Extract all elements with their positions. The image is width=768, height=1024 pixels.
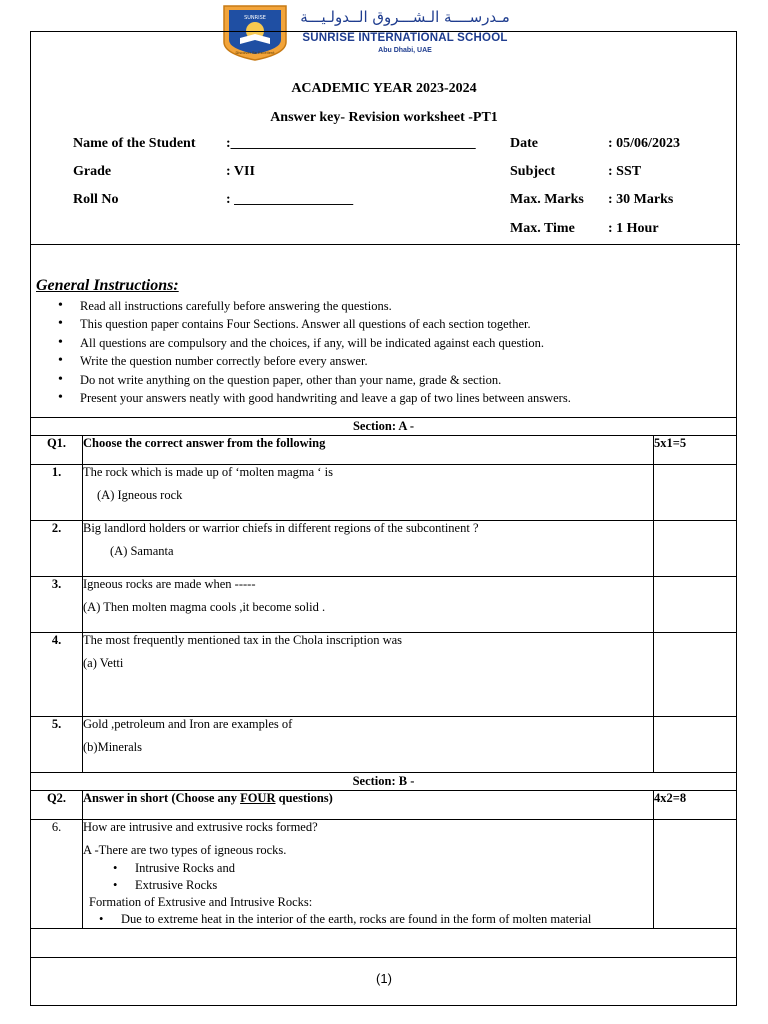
date-label: Date xyxy=(510,136,538,151)
formation-points xyxy=(99,911,653,928)
table-row xyxy=(31,521,737,577)
question-number: 3. xyxy=(31,577,83,633)
question-number: 4. xyxy=(31,633,83,717)
question-number: 2. xyxy=(31,521,83,577)
question-number: 5. xyxy=(31,717,83,773)
question-text: Gold ,petroleum and Iron are examples of xyxy=(83,717,293,731)
table-row xyxy=(31,465,737,521)
instruction-item: • This question paper contains Four Sections. Answer all questions of each section together. xyxy=(58,315,571,333)
question-text: The rock which is made up of ‘molten magma ‘ is xyxy=(83,465,333,479)
q2-text-pre: Answer in short (Choose any xyxy=(83,791,241,805)
question-text: How are intrusive and extrusive rocks formed? xyxy=(83,820,318,834)
answer-text: (A) Igneous rock xyxy=(97,488,183,502)
logo-top-text: SUNRISE xyxy=(244,15,266,21)
school-name: SUNRISE INTERNATIONAL SCHOOL xyxy=(302,32,508,44)
subject-label: Subject xyxy=(510,164,556,179)
answer-intro: A -There are two types of igneous rocks. xyxy=(83,843,287,857)
marks-cell xyxy=(654,521,737,577)
list-item: • Intrusive Rocks and xyxy=(113,860,653,877)
marks-cell xyxy=(654,820,737,929)
instruction-item: • Do not write anything on the question paper, other than your name, grade & section. xyxy=(58,371,571,389)
instruction-item: • Write the question number correctly before every answer. xyxy=(58,352,571,370)
question-text: Big landlord holders or warrior chiefs in different regions of the subcontinent ? xyxy=(83,521,479,535)
formation-heading: Formation of Extrusive and Intrusive Rocks: xyxy=(89,895,313,909)
school-location: Abu Dhabi, UAE xyxy=(378,47,432,54)
section-b-title: Section: B - xyxy=(31,773,737,791)
instruction-item: • Present your answers neatly with good handwriting and leave a gap of two lines between answers. xyxy=(58,389,571,407)
roll-no-field: : _________________ xyxy=(226,192,354,207)
max-marks-value: : 30 Marks xyxy=(608,192,674,207)
answer-text: (A) Samanta xyxy=(110,544,174,558)
instructions-list xyxy=(58,297,571,407)
max-time-value: : 1 Hour xyxy=(608,221,659,236)
q1-text: Choose the correct answer from the following xyxy=(83,436,654,465)
q2-text xyxy=(83,791,654,820)
q2-marks: 4x2=8 xyxy=(654,791,737,820)
document-title: Answer key- Revision worksheet -PT1 xyxy=(270,110,498,125)
grade-label: Grade xyxy=(73,164,112,179)
footer-divider xyxy=(30,957,737,958)
subject-value: : SST xyxy=(608,164,642,179)
answer-text: (a) Vetti xyxy=(83,656,124,670)
instruction-item: • Read all instructions carefully before answering the questions. xyxy=(58,297,571,315)
question-number: 1. xyxy=(31,465,83,521)
list-item: • Due to extreme heat in the interior of the earth, rocks are found in the form of molten material xyxy=(99,911,653,928)
table-row xyxy=(31,633,737,717)
marks-cell xyxy=(654,465,737,521)
marks-cell xyxy=(654,633,737,717)
header-divider xyxy=(30,244,740,245)
grade-value: : VII xyxy=(226,164,255,179)
marks-cell xyxy=(654,717,737,773)
answer-text: (A) Then molten magma cools ,it become solid . xyxy=(83,600,326,614)
question-number: 6. xyxy=(31,820,83,929)
q1-number: Q1. xyxy=(31,436,83,465)
q2-text-post: questions) xyxy=(275,791,333,805)
q2-text-emphasis: FOUR xyxy=(240,791,276,805)
question-text: Igneous rocks are made when ----- xyxy=(83,577,256,591)
questions-table xyxy=(30,417,737,929)
roll-no-label: Roll No xyxy=(73,192,119,207)
table-row xyxy=(31,820,737,929)
school-name-arabic: مـدرســــة الـشـــروق الــدولـيـــة xyxy=(300,8,510,26)
table-row xyxy=(31,577,737,633)
answer-text: (b)Minerals xyxy=(83,740,143,754)
q2-number: Q2. xyxy=(31,791,83,820)
q1-marks: 5x1=5 xyxy=(654,436,737,465)
question-text: The most frequently mentioned tax in the Chola inscription was xyxy=(83,633,403,647)
q2-header-row xyxy=(31,791,737,820)
academic-year: ACADEMIC YEAR 2023-2024 xyxy=(291,81,477,96)
student-name-label: Name of the Student xyxy=(73,136,196,151)
list-item: • Extrusive Rocks xyxy=(113,877,653,894)
logo-motto: Discover Be Excellent xyxy=(235,51,275,55)
rock-types-list xyxy=(113,860,653,894)
q1-header-row xyxy=(31,436,737,465)
max-marks-label: Max. Marks xyxy=(510,192,584,207)
instructions-title: General Instructions: xyxy=(36,277,179,294)
page-number: (1) xyxy=(376,971,392,986)
marks-cell xyxy=(654,577,737,633)
section-a-title: Section: A - xyxy=(31,418,737,436)
student-name-field: :___________________________________ xyxy=(226,136,476,151)
table-row xyxy=(31,717,737,773)
max-time-label: Max. Time xyxy=(510,221,575,236)
date-value: : 05/06/2023 xyxy=(608,136,680,151)
instruction-item: • All questions are compulsory and the choices, if any, will be indicated against each question. xyxy=(58,334,571,352)
